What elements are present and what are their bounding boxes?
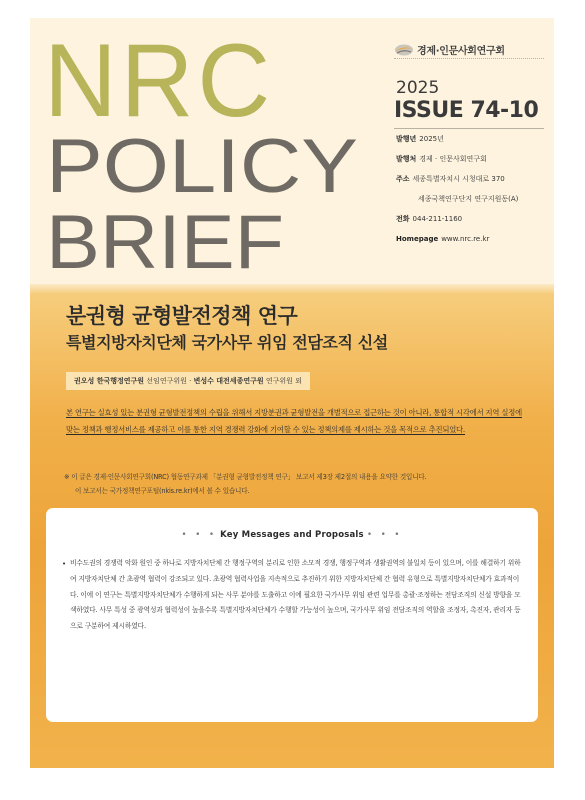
logo-brief: BRIEF xyxy=(46,200,284,282)
meta-address-2: 세종국책연구단지 연구지원동(A) xyxy=(418,195,519,203)
key-messages-box xyxy=(46,508,538,722)
issue-number: ISSUE 74-10 xyxy=(394,98,539,123)
report-subtitle: 특별지방자치단체 국가사무 위임 전담조직 신설 xyxy=(66,333,388,352)
page-frame xyxy=(30,18,554,768)
meta-address: 주소 세종특별자치시 시청대로 370 xyxy=(396,175,505,183)
issue-year: 2025 xyxy=(396,78,440,98)
meta-homepage: Homepage www.nrc.re.kr xyxy=(396,235,490,243)
report-title: 분권형 균형발전정책 연구 xyxy=(66,304,298,328)
institution-subline xyxy=(394,58,544,62)
authors-line: 권오성 한국행정연구원 선임연구위원 · 변성수 대전세종연구원 연구위원 외 xyxy=(66,372,310,390)
institution-mark-icon xyxy=(394,43,414,57)
key-messages-heading: • • • Key Messages and Proposals • • • xyxy=(181,530,403,540)
institution-name: 경제·인문사회연구회 xyxy=(417,46,505,57)
nrc-policy-brief-logo xyxy=(42,32,362,282)
meta-divider xyxy=(394,128,544,129)
source-note-line2: 이 보고서는 국가정책연구포털(nkis.re.kr)에서 볼 수 있습니다. xyxy=(75,487,250,495)
logo-policy: POLICY xyxy=(46,124,358,209)
meta-publisher: 발행처 경제 · 인문사회연구회 xyxy=(396,155,487,163)
bullet-icon: • xyxy=(62,560,67,568)
homepage-link[interactable]: www.nrc.re.kr xyxy=(441,235,490,243)
logo-nrc: NRC xyxy=(44,32,274,139)
meta-phone: 전화 044-211-1160 xyxy=(396,215,463,223)
abstract: 본 연구는 실효성 있는 분권형 균형발전정책의 수립을 위해서 지방분권과 균형발전을 개별적으로 접근하는 것이 아니라, 통합적 시각에서 지역 실정에 맞는 정책과 행정서비스를 제공하고 이를 통한 지역 경쟁력 강화에 기여할 수 있는 정책의제를 제시하는 것을 목적으로 추진되었다. xyxy=(66,408,522,434)
institution-logo xyxy=(394,42,505,57)
meta-published: 발행년 2025년 xyxy=(396,135,444,143)
key-message-text: 비수도권의 경쟁력 악화 원인 중 하나로 지방자치단체 간 행정구역의 분리로 인한 소모적 경쟁, 행정구역과 생활권역의 불일치 등이 있으며, 이를 해결하기 위하여 지방자치단체 간 초광역 협력이 강조되고 있다. 초광역 협력사업을 지속적으로 추진하기 위한 지방자치단체 간 협력 유형으로 특별지방자치단체가 효과적이다. 이에 이 연구는 특별지방자치단체가 수행하게 되는 사무 분야를 도출하고 이에 필요한 국가사무 위임 관련 업무를 총괄·조정하는 전담조직의 신설 방향을 모색하였다. 사무 특성 중 광역성과 협력성이 높을수록 특별지방자치단체가 수행할 가능성이 높으며, 국가사무 위임 전담조직의 역할을 조정자, 촉진자, 관리자 등으로 구분하여 제시하였다. xyxy=(70,559,521,631)
key-message-item xyxy=(62,556,526,635)
source-note-line1: ※ 이 글은 경제·인문사회연구회(NRC) 협동연구과제 「분권형 균형발전정책 연구」 보고서 제3장 제2절의 내용을 요약한 것입니다. xyxy=(64,473,427,481)
source-note xyxy=(64,470,524,498)
publication-meta xyxy=(396,136,518,256)
